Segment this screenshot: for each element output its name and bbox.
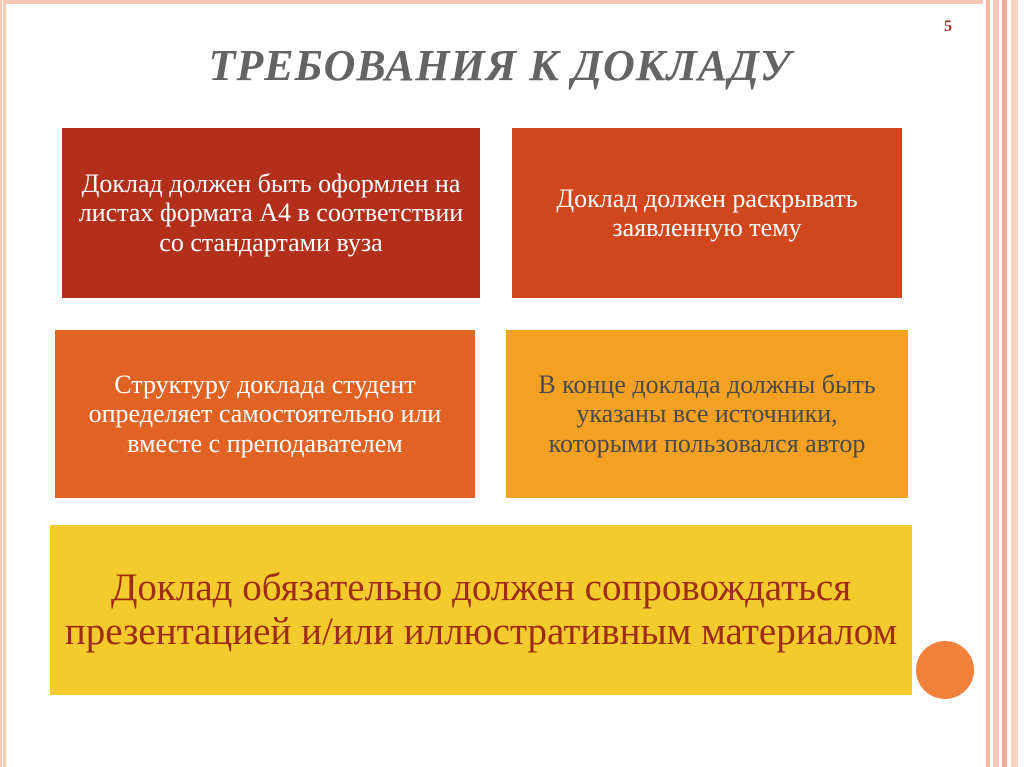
requirement-text: Доклад должен раскрывать заявленную тему [556,183,858,242]
slide-number: 5 [944,18,952,35]
requirement-box-format [62,128,480,298]
requirement-text: Структуру доклада студент определяет самостоятельно или вместе с преподавателем [88,370,442,458]
requirement-box-presentation [50,525,912,695]
requirement-text: Доклад обязательно должен сопровождаться презентацией и/или иллюстративным материалом [64,566,898,653]
decorative-circle [916,641,974,699]
left-border-decoration [0,0,6,767]
slide-title: ТРЕБОВАНИЯ К ДОКЛАДУ [208,41,792,90]
right-stripes-decoration [983,0,1024,767]
requirement-box-structure [55,330,475,498]
requirement-text: В конце доклада должны быть указаны все источники, которыми пользовался автор [538,370,876,458]
requirement-box-sources [506,330,908,498]
top-border-line [0,0,983,4]
requirement-box-topic [512,128,902,298]
requirement-text: Доклад должен быть оформлен на листах формата А4 в соответствии со стандартами вуза [78,169,464,257]
